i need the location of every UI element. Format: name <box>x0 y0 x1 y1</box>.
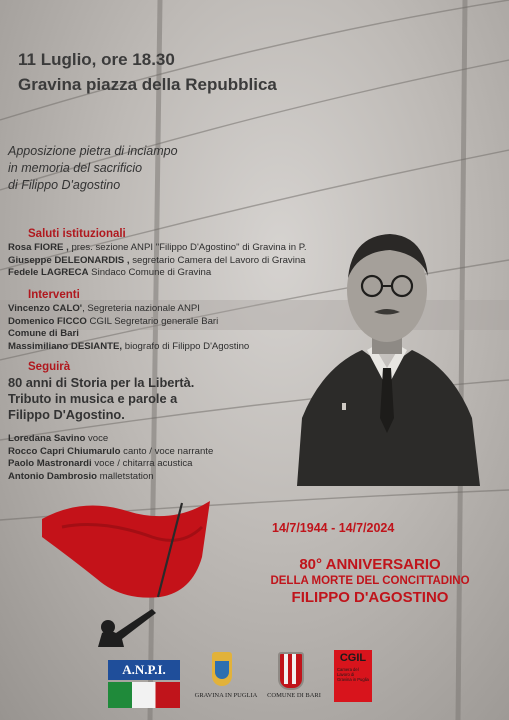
anniversary-line: FILIPPO D'AGOSTINO <box>291 589 449 606</box>
performer-name: Rocco Capri Chiumarulo <box>8 445 121 457</box>
list-item <box>8 242 307 255</box>
tribute-text <box>8 375 194 423</box>
list-item <box>8 341 249 354</box>
portrait-photo <box>292 218 482 486</box>
speaker-role: biografo di Filippo D'Agostino <box>122 340 250 352</box>
red-flag-illustration <box>42 497 222 647</box>
speaker-name: Giuseppe DELEONARDIS , <box>8 254 130 266</box>
performers-list <box>8 433 213 483</box>
intro-text <box>8 143 178 194</box>
tribute-line: Tributo in musica e parole a <box>8 391 178 406</box>
list-item <box>8 303 249 316</box>
speaker-name: Comune di Bari <box>8 328 79 339</box>
interventi-list <box>8 303 249 353</box>
list-item <box>8 458 213 471</box>
speaker-role: Sindaco Comune di Gravina <box>88 267 212 278</box>
anniversary-line: 80° ANNIVERSARIO <box>299 556 441 573</box>
speaker-name: Rosa FIORE , <box>8 242 69 253</box>
performer-name: Paolo Mastronardi <box>8 458 92 469</box>
interventi-title: Interventi <box>28 289 80 301</box>
performer-role: canto / voce narrante <box>120 445 214 457</box>
intro-line: Apposizione pietra di inciampo <box>8 144 178 158</box>
tricolor-icon <box>108 682 180 708</box>
anniversary-line: DELLA MORTE DEL CONCITTADINO <box>270 575 470 587</box>
saluti-list <box>8 242 307 280</box>
cgil-logo <box>334 650 372 702</box>
saluti-title: Saluti istituzionali <box>28 228 126 240</box>
speaker-name: Massimiliano DESIANTE, <box>8 340 123 352</box>
anpi-logo <box>108 660 180 710</box>
performer-name: Antonio Dambrosio <box>8 470 98 482</box>
speaker-name: Vincenzo CALO' <box>8 303 83 314</box>
intro-line: in memoria del sacrificio <box>8 161 143 175</box>
speaker-role: , Segreteria nazionale ANPI <box>82 303 200 314</box>
cgil-label: CGIL <box>339 652 367 664</box>
speaker-role: segretario Camera del Lavoro di Gravina <box>129 254 306 266</box>
list-item <box>8 446 213 459</box>
performer-role: voce <box>85 433 109 444</box>
speaker-name: Fedele LAGRECA <box>8 267 89 278</box>
event-date-time: 11 Luglio, ore 18.30 <box>18 50 175 69</box>
gravina-crest-icon <box>212 652 232 686</box>
bari-caption: COMUNE DI BARI <box>267 692 321 699</box>
segue-title: Seguirà <box>28 361 71 373</box>
list-item <box>8 433 213 446</box>
list-item <box>8 328 249 341</box>
cgil-subtitle: Camera del Lavoro di Gravina in Puglia <box>337 667 369 682</box>
performer-role: voce / chitarra acustica <box>91 458 193 469</box>
event-place: Gravina piazza della Repubblica <box>18 75 277 94</box>
speaker-name: Domenico FICCO <box>8 315 87 327</box>
anpi-label: A.N.P.I. <box>108 660 180 680</box>
tribute-line: Filippo D'Agostino. <box>8 407 125 422</box>
gravina-caption: GRAVINA IN PUGLIA <box>194 692 258 699</box>
anniversary-dates: 14/7/1944 - 14/7/2024 <box>272 521 395 535</box>
list-item <box>8 255 307 268</box>
performer-name: Loredana Savino <box>8 433 86 444</box>
list-item <box>8 316 249 329</box>
intro-line: di Filippo D'agostino <box>8 178 121 192</box>
bari-crest-icon <box>278 652 304 690</box>
speaker-role: CGIL Segretario generale Bari <box>86 315 219 327</box>
speaker-role: pres. sezione ANPI "Filippo D'Agostino" di Gravina in P. <box>68 242 307 253</box>
performer-role: malletstation <box>97 470 154 482</box>
list-item <box>8 471 213 484</box>
sponsor-logos <box>0 648 509 720</box>
anniversary-block <box>230 556 509 607</box>
tribute-line: 80 anni di Storia per la Libertà. <box>8 375 195 390</box>
list-item <box>8 267 307 280</box>
